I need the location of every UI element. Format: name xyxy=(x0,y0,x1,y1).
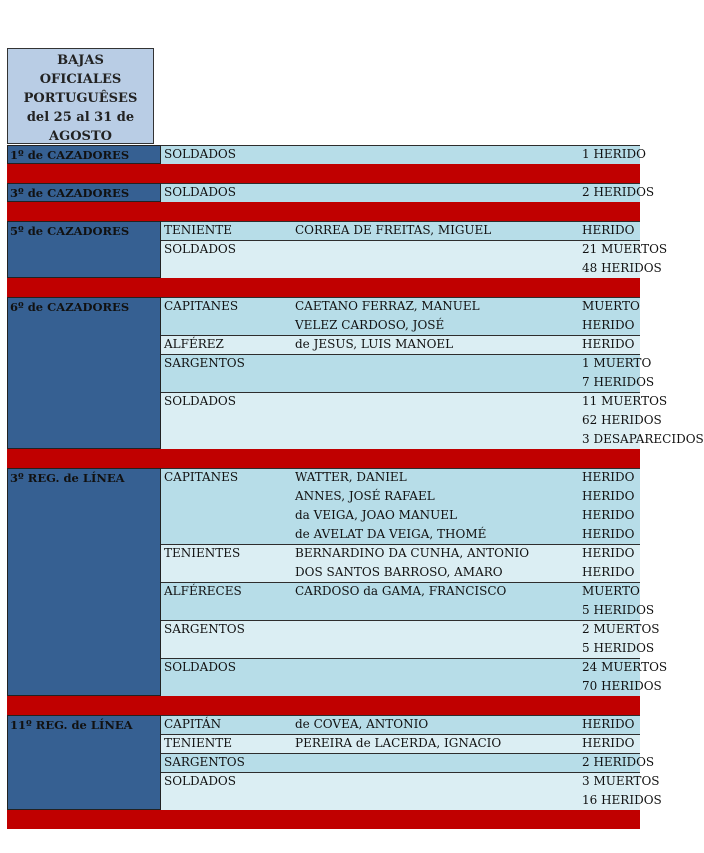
casualty-status: HERIDO xyxy=(582,489,635,503)
unit-separator xyxy=(7,164,640,183)
category-cell: SOLDADOS xyxy=(164,242,236,256)
casualty-status: 16 HERIDOS xyxy=(582,793,662,807)
casualty-status: 5 HERIDOS xyxy=(582,641,655,655)
casualty-status: HERIDO xyxy=(582,470,635,484)
officer-name: VELEZ CARDOSO, JOSÉ xyxy=(295,318,445,332)
casualty-status: 24 MUERTOS xyxy=(582,660,668,674)
casualty-status: HERIDO xyxy=(582,736,635,750)
category-cell: SOLDADOS xyxy=(164,394,236,408)
officer-name: WATTER, DANIEL xyxy=(295,470,407,484)
unit-name-cell xyxy=(7,221,161,278)
casualty-status: 2 HERIDOS xyxy=(582,755,655,769)
category-cell: SOLDADOS xyxy=(164,185,236,199)
category-cell: TENIENTE xyxy=(164,736,233,750)
category-cell: CAPITANES xyxy=(164,470,239,484)
officer-name: CAETANO FERRAZ, MANUEL xyxy=(295,299,480,313)
table-title-header xyxy=(7,48,154,144)
title-line: OFICIALES xyxy=(39,72,122,87)
unit-name-cell xyxy=(7,468,161,696)
officer-name: de COVEA, ANTONIO xyxy=(295,717,429,731)
officer-name: PEREIRA de LACERDA, IGNACIO xyxy=(295,736,502,750)
casualty-status: HERIDO xyxy=(582,527,635,541)
unit-name: 6º de CAZADORES xyxy=(10,300,130,314)
casualty-status: 7 HERIDOS xyxy=(582,375,655,389)
category-cell: SOLDADOS xyxy=(164,147,236,161)
casualty-status: 70 HERIDOS xyxy=(582,679,662,693)
unit-name-cell xyxy=(7,715,161,810)
officer-name: DOS SANTOS BARROSO, AMARO xyxy=(295,565,503,579)
casualty-status: 48 HERIDOS xyxy=(582,261,662,275)
casualty-status: 1 MUERTO xyxy=(582,356,652,370)
officer-name: da VEIGA, JOAO MANUEL xyxy=(295,508,457,522)
casualty-status: HERIDO xyxy=(582,318,635,332)
category-cell: SOLDADOS xyxy=(164,774,236,788)
category-cell: TENIENTE xyxy=(164,223,233,237)
category-cell: CAPITÁN xyxy=(164,717,222,731)
unit-name: 1º de CAZADORES xyxy=(10,148,130,162)
casualty-status: HERIDO xyxy=(582,508,635,522)
category-cell: SARGENTOS xyxy=(164,622,245,636)
unit-name-cell xyxy=(7,145,161,164)
unit-name: 3º REG. de LÍNEA xyxy=(10,471,125,485)
casualty-status: 2 MUERTOS xyxy=(582,622,660,636)
officer-name: de AVELAT DA VEIGA, THOMÉ xyxy=(295,527,487,541)
unit-separator xyxy=(7,449,640,468)
category-cell: SOLDADOS xyxy=(164,660,236,674)
category-cell: ALFÉRECES xyxy=(164,584,242,598)
unit-separator xyxy=(7,810,640,829)
casualty-status: 11 MUERTOS xyxy=(582,394,668,408)
title-line: AGOSTO xyxy=(49,129,112,144)
casualty-status: HERIDO xyxy=(582,546,635,560)
casualty-status: 3 MUERTOS xyxy=(582,774,660,788)
category-cell: SARGENTOS xyxy=(164,356,245,370)
officer-name: CARDOSO da GAMA, FRANCISCO xyxy=(295,584,507,598)
casualty-status: 62 HERIDOS xyxy=(582,413,662,427)
casualty-status: HERIDO xyxy=(582,717,635,731)
unit-separator xyxy=(7,696,640,715)
casualty-status: 5 HERIDOS xyxy=(582,603,655,617)
casualty-status: HERIDO xyxy=(582,223,635,237)
casualty-status: HERIDO xyxy=(582,337,635,351)
officer-name: de JESUS, LUIS MANOEL xyxy=(295,337,454,351)
officer-name: ANNES, JOSÉ RAFAEL xyxy=(295,489,435,503)
casualty-status: 1 HERIDO xyxy=(582,147,646,161)
category-cell: TENIENTES xyxy=(164,546,241,560)
casualty-status: 21 MUERTOS xyxy=(582,242,668,256)
unit-name-cell xyxy=(7,297,161,449)
casualty-status: 2 HERIDOS xyxy=(582,185,655,199)
casualty-status: MUERTO xyxy=(582,299,640,313)
casualty-status: 3 DESAPARECIDOS xyxy=(582,432,704,446)
unit-name: 11º REG. de LÍNEA xyxy=(10,718,133,732)
title-line: BAJAS xyxy=(57,53,104,68)
category-cell: CAPITANES xyxy=(164,299,239,313)
casualty-status: MUERTO xyxy=(582,584,640,598)
category-cell: ALFÉREZ xyxy=(164,337,224,351)
unit-separator xyxy=(7,202,640,221)
casualty-status: HERIDO xyxy=(582,565,635,579)
unit-name: 3º de CAZADORES xyxy=(10,186,130,200)
unit-name-cell xyxy=(7,183,161,202)
officer-name: BERNARDINO DA CUNHA, ANTONIO xyxy=(295,546,530,560)
title-line: del 25 al 31 de xyxy=(26,110,135,125)
officer-name: CORREA DE FREITAS, MIGUEL xyxy=(295,223,492,237)
title-line: PORTUGUÊSES xyxy=(23,91,138,106)
category-cell: SARGENTOS xyxy=(164,755,245,769)
unit-separator xyxy=(7,278,640,297)
unit-name: 5º de CAZADORES xyxy=(10,224,130,238)
